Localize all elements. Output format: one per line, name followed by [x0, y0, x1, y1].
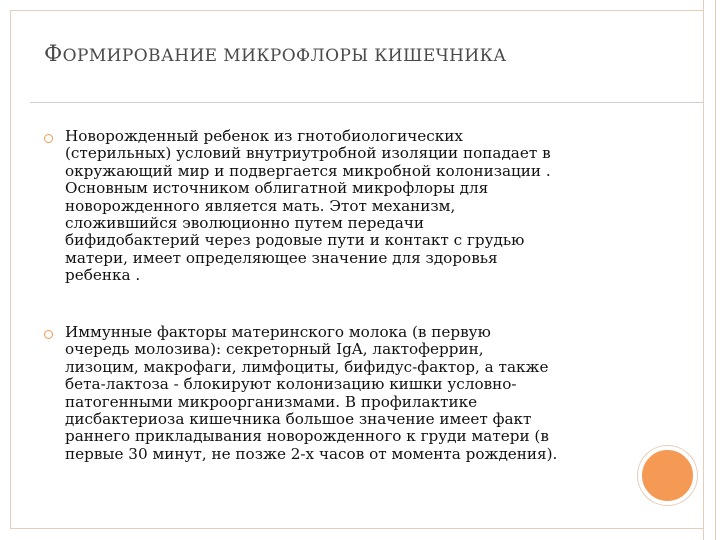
bullet-item-1 — [44, 128, 664, 285]
circle-bullet-icon — [44, 134, 53, 143]
right-decorative-strip — [703, 0, 716, 540]
bullet-text-1: Новорожденный ребенок из гнотобиологических (стерильных) условий внутриутробной изоляции попадает в окружающий мир и подвергается микробной колонизации . Основным источником облигатной микрофлоры для новорожденного является мать. Этот механизм, сложившийся эволюционно путем передачи бифидобактерий через родовые пути и контакт с грудью матери, имеет определяющее значение для здоровья ребенка . — [65, 127, 551, 285]
slide-title-first-letter: Ф — [44, 42, 63, 67]
title-divider — [30, 102, 704, 103]
bullet-item-2 — [44, 324, 664, 463]
bullet-text-2: Иммунные факторы материнского молока (в первую очередь молозива): секреторный IgA, лактоферрин, лизоцим, макрофаги, лимфоциты, бифидус-фактор, а также бета-лактоза - блокируют колонизацию кишки условно- патогенными микроорганизмами. В профилактике дисбактериоза кишечника большое значение имеет факт раннего прикладывания новорожденного к груди матери (в первые 30 минут, не позже 2-х часов от момента рождения). — [65, 323, 558, 463]
slide-title-rest: ОРМИРОВАНИЕ МИКРОФЛОРЫ КИШЕЧНИКА — [62, 46, 507, 66]
accent-circle-decoration — [638, 446, 697, 505]
slide-title — [44, 42, 664, 82]
circle-bullet-icon — [44, 330, 53, 339]
